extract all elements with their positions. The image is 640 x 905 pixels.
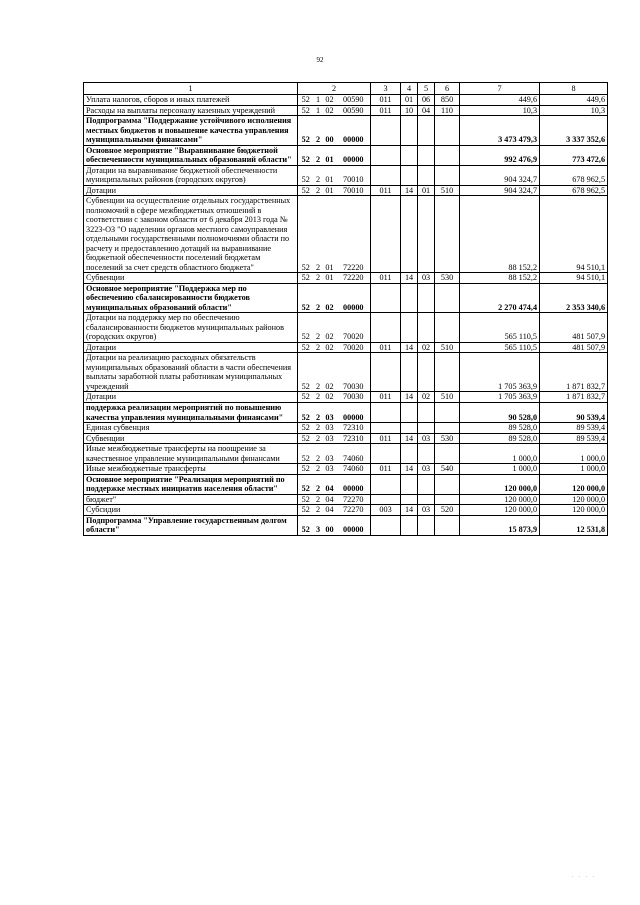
- subsection-code: [418, 283, 435, 313]
- budget-table: [83, 82, 608, 536]
- amount-year-2: 2 353 340,6: [540, 283, 608, 313]
- table-row: [84, 95, 608, 106]
- section-code: 14: [401, 464, 418, 475]
- expense-type-code: [435, 353, 460, 392]
- expense-type-code: 110: [435, 105, 460, 116]
- row-name: Расходы на выплаты персоналу казенных учреждений: [84, 105, 298, 116]
- row-name: Субвенции: [84, 433, 298, 444]
- direction-code: 72270: [337, 494, 371, 505]
- measure-code: 03: [323, 433, 337, 444]
- subsection-code: 06: [418, 95, 435, 106]
- program-code: 52: [298, 444, 314, 464]
- subsection-code: [418, 402, 435, 422]
- amount-year-1: 992 476,9: [460, 145, 540, 165]
- header-col-1: 1: [84, 83, 298, 95]
- subprogram-code: 2: [314, 145, 323, 165]
- subsection-code: 03: [418, 433, 435, 444]
- section-code: 14: [401, 342, 418, 353]
- subprogram-code: 2: [314, 165, 323, 185]
- direction-code: 70020: [337, 313, 371, 343]
- expense-type-code: 510: [435, 342, 460, 353]
- direction-code: 00590: [337, 105, 371, 116]
- section-code: [401, 196, 418, 273]
- direction-code: 70010: [337, 185, 371, 196]
- amount-year-1: 3 473 479,3: [460, 116, 540, 146]
- subprogram-code: 2: [314, 196, 323, 273]
- subprogram-code: 2: [314, 474, 323, 494]
- table-row: [84, 423, 608, 434]
- subsection-code: [418, 196, 435, 273]
- subprogram-code: 1: [314, 95, 323, 106]
- measure-code: 02: [323, 392, 337, 403]
- table-row: [84, 273, 608, 284]
- table-row: [84, 474, 608, 494]
- row-name: Дотации: [84, 342, 298, 353]
- direction-code: 72220: [337, 273, 371, 284]
- ministry-code: [371, 116, 401, 146]
- program-code: 52: [298, 423, 314, 434]
- row-name: поддержка реализации мероприятий по повышению качества управления муниципальными финансами": [84, 402, 298, 422]
- amount-year-1: 120 000,0: [460, 474, 540, 494]
- ministry-code: [371, 444, 401, 464]
- ministry-code: [371, 423, 401, 434]
- ministry-code: 003: [371, 505, 401, 516]
- expense-type-code: [435, 423, 460, 434]
- program-code: 52: [298, 273, 314, 284]
- header-col-3: 3: [371, 83, 401, 95]
- direction-code: 00000: [337, 283, 371, 313]
- table-row: [84, 342, 608, 353]
- measure-code: 02: [323, 353, 337, 392]
- measure-code: 02: [323, 313, 337, 343]
- amount-year-1: 89 528,0: [460, 433, 540, 444]
- section-code: [401, 423, 418, 434]
- measure-code: 04: [323, 474, 337, 494]
- program-code: 52: [298, 145, 314, 165]
- direction-code: 00000: [337, 474, 371, 494]
- subprogram-code: 2: [314, 273, 323, 284]
- subprogram-code: 2: [314, 505, 323, 516]
- ministry-code: [371, 402, 401, 422]
- header-col-6: 6: [435, 83, 460, 95]
- amount-year-1: 15 873,9: [460, 515, 540, 535]
- ministry-code: [371, 283, 401, 313]
- subprogram-code: 2: [314, 402, 323, 422]
- expense-type-code: 540: [435, 464, 460, 475]
- row-name: Дотации на реализацию расходных обязательств муниципальных образований области в части обеспечения выплаты заработной платы работникам муниципальных учреждений: [84, 353, 298, 392]
- subprogram-code: 2: [314, 283, 323, 313]
- subprogram-code: 2: [314, 433, 323, 444]
- amount-year-1: 449,6: [460, 95, 540, 106]
- measure-code: 00: [323, 515, 337, 535]
- amount-year-1: 1 000,0: [460, 444, 540, 464]
- measure-code: 01: [323, 273, 337, 284]
- amount-year-1: 89 528,0: [460, 423, 540, 434]
- program-code: 52: [298, 165, 314, 185]
- expense-type-code: [435, 474, 460, 494]
- amount-year-1: 120 000,0: [460, 505, 540, 516]
- amount-year-2: 449,6: [540, 95, 608, 106]
- expense-type-code: [435, 165, 460, 185]
- section-code: 10: [401, 105, 418, 116]
- amount-year-1: 1 705 363,9: [460, 392, 540, 403]
- direction-code: 72220: [337, 196, 371, 273]
- row-name: Дотации на выравнивание бюджетной обеспеченности муниципальных районов (городских округов): [84, 165, 298, 185]
- amount-year-1: 1 705 363,9: [460, 353, 540, 392]
- table-row: [84, 165, 608, 185]
- ministry-code: 011: [371, 464, 401, 475]
- measure-code: 03: [323, 423, 337, 434]
- direction-code: 70030: [337, 392, 371, 403]
- section-code: 14: [401, 392, 418, 403]
- subprogram-code: 2: [314, 423, 323, 434]
- expense-type-code: [435, 313, 460, 343]
- direction-code: 74060: [337, 464, 371, 475]
- amount-year-1: 904 324,7: [460, 185, 540, 196]
- amount-year-2: 481 507,9: [540, 313, 608, 343]
- ministry-code: [371, 165, 401, 185]
- section-code: 14: [401, 185, 418, 196]
- table-row: [84, 515, 608, 535]
- subsection-code: [418, 313, 435, 343]
- section-code: [401, 165, 418, 185]
- section-code: [401, 116, 418, 146]
- expense-type-code: [435, 494, 460, 505]
- direction-code: 72310: [337, 433, 371, 444]
- subsection-code: 02: [418, 392, 435, 403]
- amount-year-2: 120 000,0: [540, 505, 608, 516]
- row-name: Основное мероприятие "Поддержка мер по обеспечению сбалансированности бюджетов муниципальных образований области": [84, 283, 298, 313]
- subsection-code: 04: [418, 105, 435, 116]
- scan-artifact: . . . .: [571, 873, 596, 879]
- amount-year-2: 1 871 832,7: [540, 353, 608, 392]
- row-name: Дотации: [84, 185, 298, 196]
- table-row: [84, 444, 608, 464]
- header-col-7: 7: [460, 83, 540, 95]
- program-code: 52: [298, 342, 314, 353]
- program-code: 52: [298, 494, 314, 505]
- subprogram-code: 2: [314, 313, 323, 343]
- program-code: 52: [298, 185, 314, 196]
- table-row: [84, 313, 608, 343]
- table-row: [84, 494, 608, 505]
- expense-type-code: 510: [435, 185, 460, 196]
- row-name: Субвенции: [84, 273, 298, 284]
- subsection-code: [418, 116, 435, 146]
- section-code: [401, 444, 418, 464]
- measure-code: 01: [323, 145, 337, 165]
- section-code: [401, 515, 418, 535]
- program-code: 52: [298, 505, 314, 516]
- measure-code: 03: [323, 444, 337, 464]
- subsection-code: [418, 165, 435, 185]
- section-code: 14: [401, 433, 418, 444]
- ministry-code: 011: [371, 95, 401, 106]
- program-code: 52: [298, 433, 314, 444]
- subprogram-code: 2: [314, 342, 323, 353]
- amount-year-2: 1 000,0: [540, 464, 608, 475]
- direction-code: 70030: [337, 353, 371, 392]
- measure-code: 01: [323, 185, 337, 196]
- table-row: [84, 464, 608, 475]
- amount-year-1: 90 528,0: [460, 402, 540, 422]
- section-code: [401, 402, 418, 422]
- subsection-code: 01: [418, 185, 435, 196]
- amount-year-1: 904 324,7: [460, 165, 540, 185]
- measure-code: 03: [323, 464, 337, 475]
- expense-type-code: [435, 444, 460, 464]
- section-code: [401, 474, 418, 494]
- subsection-code: [418, 353, 435, 392]
- measure-code: 04: [323, 494, 337, 505]
- header-row: [84, 83, 608, 95]
- row-name: Иные межбюджетные трансферты: [84, 464, 298, 475]
- amount-year-1: 565 110,5: [460, 342, 540, 353]
- subprogram-code: 2: [314, 392, 323, 403]
- expense-type-code: [435, 515, 460, 535]
- amount-year-2: 12 531,8: [540, 515, 608, 535]
- subsection-code: 02: [418, 342, 435, 353]
- expense-type-code: 520: [435, 505, 460, 516]
- table-row: [84, 116, 608, 146]
- program-code: 52: [298, 116, 314, 146]
- amount-year-2: 120 000,0: [540, 494, 608, 505]
- row-name: Основное мероприятие "Реализация мероприятий по поддержке местных инициатив населения области": [84, 474, 298, 494]
- direction-code: 74060: [337, 444, 371, 464]
- program-code: 52: [298, 313, 314, 343]
- program-code: 52: [298, 105, 314, 116]
- amount-year-1: 120 000,0: [460, 494, 540, 505]
- ministry-code: [371, 494, 401, 505]
- amount-year-2: 94 510,1: [540, 273, 608, 284]
- program-code: 52: [298, 353, 314, 392]
- measure-code: 02: [323, 342, 337, 353]
- section-code: [401, 353, 418, 392]
- table-row: [84, 505, 608, 516]
- amount-year-2: 481 507,9: [540, 342, 608, 353]
- expense-type-code: 850: [435, 95, 460, 106]
- amount-year-1: 1 000,0: [460, 464, 540, 475]
- row-name: Дотации: [84, 392, 298, 403]
- subsection-code: [418, 474, 435, 494]
- table-row: [84, 433, 608, 444]
- subsection-code: [418, 145, 435, 165]
- amount-year-2: 678 962,5: [540, 185, 608, 196]
- direction-code: 00000: [337, 116, 371, 146]
- amount-year-1: 565 110,5: [460, 313, 540, 343]
- measure-code: 03: [323, 402, 337, 422]
- subprogram-code: 3: [314, 515, 323, 535]
- row-name: Субвенции на осуществление отдельных государственных полномочий в сфере межбюджетных отношений в соответствии с законом области от 6 декабря 2013 года № 3223-ОЗ "О наделении органов местного самоуправления отдельными государственными полномочиями области по расчету и предоставлению дотаций на выравнивание бюджетной обеспеченности поселений бюджетам поселений за счет средств областного бюджета": [84, 196, 298, 273]
- direction-code: 70010: [337, 165, 371, 185]
- row-name: Уплата налогов, сборов и иных платежей: [84, 95, 298, 106]
- measure-code: 01: [323, 196, 337, 273]
- amount-year-2: 94 510,1: [540, 196, 608, 273]
- table-row: [84, 145, 608, 165]
- table-row: [84, 392, 608, 403]
- header-col-2: 2: [298, 83, 371, 95]
- amount-year-2: 120 000,0: [540, 474, 608, 494]
- direction-code: 72270: [337, 505, 371, 516]
- subprogram-code: 2: [314, 185, 323, 196]
- measure-code: 02: [323, 95, 337, 106]
- amount-year-2: 678 962,5: [540, 165, 608, 185]
- amount-year-2: 89 539,4: [540, 423, 608, 434]
- program-code: 52: [298, 474, 314, 494]
- subprogram-code: 2: [314, 494, 323, 505]
- section-code: 14: [401, 273, 418, 284]
- row-name: Единая субвенция: [84, 423, 298, 434]
- program-code: 52: [298, 95, 314, 106]
- amount-year-1: 88 152,2: [460, 273, 540, 284]
- direction-code: 00000: [337, 145, 371, 165]
- subprogram-code: 2: [314, 116, 323, 146]
- table-row: [84, 185, 608, 196]
- program-code: 52: [298, 196, 314, 273]
- ministry-code: [371, 474, 401, 494]
- header-col-4: 4: [401, 83, 418, 95]
- amount-year-2: 3 337 352,6: [540, 116, 608, 146]
- amount-year-2: 773 472,6: [540, 145, 608, 165]
- direction-code: 00000: [337, 515, 371, 535]
- measure-code: 01: [323, 165, 337, 185]
- section-code: 01: [401, 95, 418, 106]
- subprogram-code: 2: [314, 464, 323, 475]
- measure-code: 02: [323, 105, 337, 116]
- expense-type-code: [435, 116, 460, 146]
- table-row: [84, 402, 608, 422]
- measure-code: 00: [323, 116, 337, 146]
- row-name: Подпрограмма "Управление государственным долгом области": [84, 515, 298, 535]
- subprogram-code: 2: [314, 353, 323, 392]
- direction-code: 70020: [337, 342, 371, 353]
- page-number: 92: [316, 56, 324, 64]
- measure-code: 02: [323, 283, 337, 313]
- expense-type-code: 510: [435, 392, 460, 403]
- expense-type-code: [435, 196, 460, 273]
- amount-year-2: 10,3: [540, 105, 608, 116]
- subprogram-code: 2: [314, 444, 323, 464]
- program-code: 52: [298, 283, 314, 313]
- subsection-code: 03: [418, 505, 435, 516]
- expense-type-code: 530: [435, 273, 460, 284]
- row-name: Подпрограмма "Поддержание устойчивого исполнения местных бюджетов и повышение качества управления муниципальными финансами": [84, 116, 298, 146]
- header-col-5: 5: [418, 83, 435, 95]
- amount-year-2: 89 539,4: [540, 433, 608, 444]
- expense-type-code: 530: [435, 433, 460, 444]
- measure-code: 04: [323, 505, 337, 516]
- subsection-code: [418, 494, 435, 505]
- section-code: [401, 494, 418, 505]
- amount-year-1: 2 270 474,4: [460, 283, 540, 313]
- amount-year-2: 1 871 832,7: [540, 392, 608, 403]
- expense-type-code: [435, 145, 460, 165]
- program-code: 52: [298, 515, 314, 535]
- expense-type-code: [435, 283, 460, 313]
- amount-year-1: 10,3: [460, 105, 540, 116]
- subprogram-code: 1: [314, 105, 323, 116]
- ministry-code: 011: [371, 433, 401, 444]
- ministry-code: 011: [371, 392, 401, 403]
- ministry-code: [371, 353, 401, 392]
- expense-type-code: [435, 402, 460, 422]
- table-row: [84, 196, 608, 273]
- section-code: [401, 313, 418, 343]
- row-name: бюджет": [84, 494, 298, 505]
- section-code: [401, 283, 418, 313]
- ministry-code: [371, 196, 401, 273]
- program-code: 52: [298, 402, 314, 422]
- program-code: 52: [298, 464, 314, 475]
- subsection-code: [418, 444, 435, 464]
- direction-code: 00000: [337, 402, 371, 422]
- table-row: [84, 105, 608, 116]
- direction-code: 00590: [337, 95, 371, 106]
- row-name: Дотации на поддержку мер по обеспечению сбалансированности бюджетов муниципальных районов (городских округов): [84, 313, 298, 343]
- ministry-code: [371, 313, 401, 343]
- section-code: [401, 145, 418, 165]
- subsection-code: [418, 423, 435, 434]
- subsection-code: 03: [418, 273, 435, 284]
- amount-year-2: 90 539,4: [540, 402, 608, 422]
- ministry-code: 011: [371, 105, 401, 116]
- subsection-code: [418, 515, 435, 535]
- amount-year-1: 88 152,2: [460, 196, 540, 273]
- direction-code: 72310: [337, 423, 371, 434]
- row-name: Субсидии: [84, 505, 298, 516]
- program-code: 52: [298, 392, 314, 403]
- header-col-8: 8: [540, 83, 608, 95]
- subsection-code: 03: [418, 464, 435, 475]
- ministry-code: [371, 515, 401, 535]
- ministry-code: 011: [371, 185, 401, 196]
- table-row: [84, 353, 608, 392]
- table-row: [84, 283, 608, 313]
- section-code: 14: [401, 505, 418, 516]
- row-name: Иные межбюджетные трансферты на поощрение за качественное управление муниципальными финансами: [84, 444, 298, 464]
- amount-year-2: 1 000,0: [540, 444, 608, 464]
- row-name: Основное мероприятие "Выравнивание бюджетной обеспеченности муниципальных образований области": [84, 145, 298, 165]
- ministry-code: 011: [371, 342, 401, 353]
- ministry-code: [371, 145, 401, 165]
- ministry-code: 011: [371, 273, 401, 284]
